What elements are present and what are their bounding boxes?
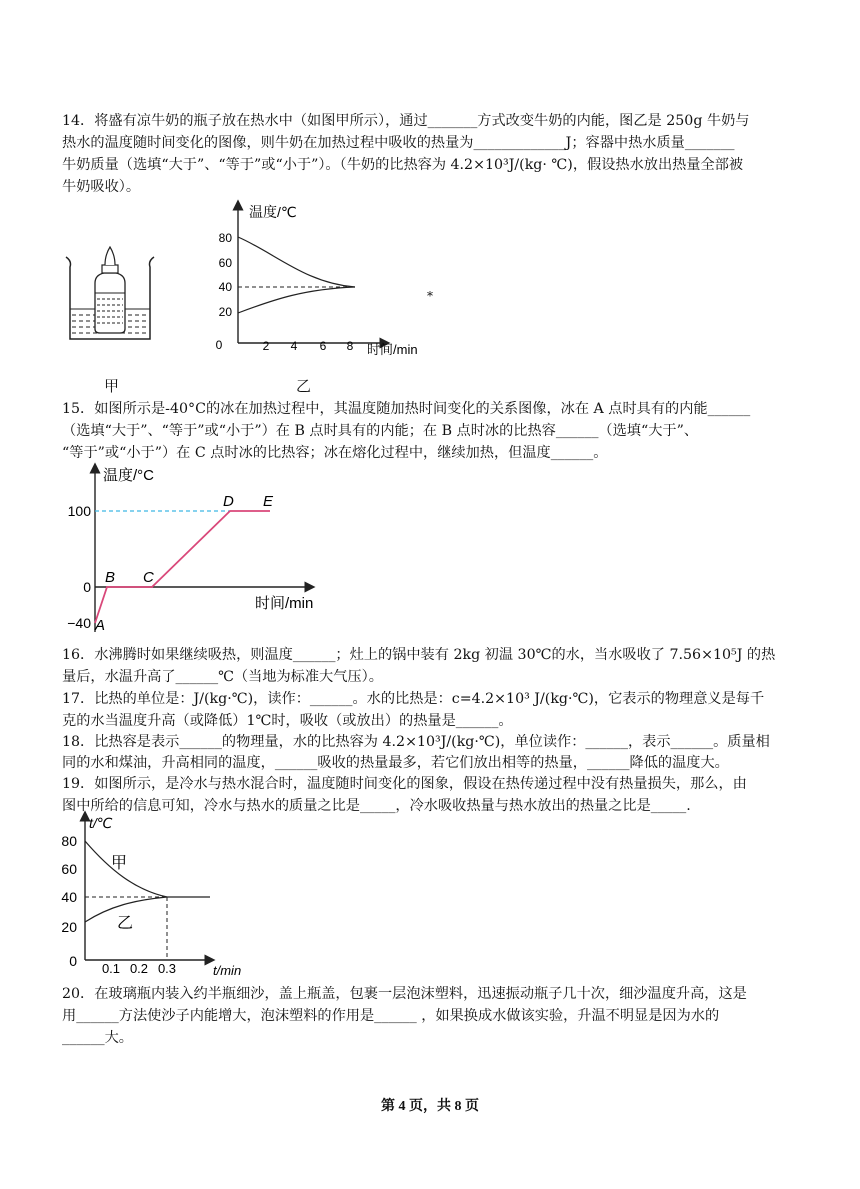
q14-line-3: 牛奶质量（选填“大于”、“等于”或“小于”）。（牛奶的比热容为 4.2×10³J/(kg· ℃)，假设热水放出热量全部被 — [62, 157, 744, 173]
q19-line-1: 19．如图所示，是冷水与热水混合时，温度随时间变化的图象，假设在热传递过程中没有热量损失，那么，由 — [62, 776, 747, 792]
ice-heating-chart — [55, 460, 345, 640]
x-tick-0.3: 0.3 — [157, 961, 177, 976]
q14-line-1: 14．将盛有凉牛奶的瓶子放在热水中（如图甲所示），通过_______方式改变牛奶的内能，图乙是 250g 牛奶与 — [62, 113, 750, 129]
x-tick-0.1: 0.1 — [101, 961, 121, 976]
x-tick-0.2: 0.2 — [129, 961, 149, 976]
point-e-label: E — [263, 493, 274, 510]
q18-line-1: 18．比热容是表示______的物理量，水的比热容为 4.2×10³J/(kg·℃)，单位读作：______，表示______。质量相 — [62, 734, 770, 750]
point-c-label: C — [143, 569, 154, 586]
y-axis-label: t/℃ — [89, 815, 113, 831]
x-tick-2: 2 — [262, 339, 270, 353]
y-tick-20: 20 — [218, 305, 232, 319]
q20-line-2: 用______方法使沙子内能增大，泡沫塑料的作用是______ ，如果换成水做该实验，升温不明显是因为水的 — [62, 1008, 720, 1024]
q16-line-1: 16．水沸腾时如果继续吸热，则温度______；灶上的锅中装有 2kg 初温 30℃的水，当水吸收了 7.56×10⁵J 的热 — [62, 647, 776, 663]
y-tick-0: 0 — [69, 953, 77, 969]
point-a-label: A — [95, 617, 106, 634]
mixing-temperature-chart — [55, 810, 265, 978]
curve-yi-label: 乙 — [117, 915, 134, 932]
stray-mark: * — [427, 289, 433, 303]
q20-line-3: ______大。 — [62, 1030, 133, 1046]
q16-line-2: 量后，水温升高了______℃（当地为标准大气压）。 — [62, 669, 383, 685]
x-tick-4: 4 — [290, 339, 298, 353]
y-axis-label: 温度/°C — [103, 467, 154, 484]
x-axis-label: t/min — [213, 963, 242, 978]
y-tick-60: 60 — [61, 861, 77, 877]
q15-line-3: “等于”或“小于”）在 C 点时冰的比热容；冰在熔化过程中，继续加热，但温度______。 — [62, 445, 608, 461]
y-tick-80: 80 — [218, 231, 232, 245]
milk-curve — [238, 287, 355, 313]
hot-water-curve — [238, 237, 355, 287]
x-tick-6: 6 — [319, 339, 327, 353]
y-tick-0: 0 — [83, 579, 91, 595]
q17-line-1: 17．比热的单位是：J/(kg·℃)，读作：______。水的比热是：c=4.2×10³ J/(kg·℃)，它表示的物理意义是每千 — [62, 691, 765, 707]
y-tick-40: 40 — [218, 280, 232, 294]
q18-line-2: 同的水和煤油，升高相同的温度，______吸收的热量最多，若它们放出相等的热量，______降低的温度大。 — [62, 755, 729, 771]
q20-line-1: 20．在玻璃瓶内装入约半瓶细沙，盖上瓶盖，包裹一层泡沫塑料，迅速振动瓶子几十次，细沙温度升高，这是 — [62, 986, 747, 1002]
figure-yi-label: 乙 — [296, 377, 312, 395]
x-axis-label: 时间/min — [367, 342, 418, 357]
point-d-label: D — [223, 493, 234, 510]
q15-line-2: （选填“大于”、“等于”或“小于”）在 B 点时具有的内能；在 B 点时冰的比热容______（选填“大于”、 — [62, 423, 699, 439]
y-tick-100: 100 — [67, 503, 91, 519]
x-tick-0: 0 — [215, 338, 223, 352]
x-tick-8: 8 — [346, 339, 354, 353]
q17-line-2: 克的水当温度升高（或降低）1℃时，吸收（或放出）的热量是______。 — [62, 713, 513, 729]
q19-line-2: 图中所给的信息可知，冷水与热水的质量之比是_____，冷水吸收热量与热水放出的热量之比是_____. — [62, 798, 691, 814]
q14-line-4: 牛奶吸收）。 — [62, 179, 141, 195]
figure-jia-label: 甲 — [104, 377, 120, 395]
point-b-label: B — [105, 569, 116, 586]
x-axis-label: 时间/min — [255, 595, 314, 612]
q14-line-2: 热水的温度随时间变化的图像，则牛奶在加热过程中吸收的热量为_____________J；容器中热水质量_______ — [62, 135, 735, 151]
y-tick-40: 40 — [61, 889, 77, 905]
beaker-bottle-figure — [60, 235, 160, 350]
y-tick-20: 20 — [61, 919, 77, 935]
curve-jia-label: 甲 — [111, 855, 128, 872]
y-axis-label: 温度/℃ — [249, 204, 297, 220]
heating-curve — [95, 511, 270, 623]
y-tick-60: 60 — [218, 256, 232, 270]
page-footer: 第 4 页，共 8 页 — [381, 1099, 479, 1114]
milk-water-temperature-chart — [205, 195, 435, 360]
y-tick-80: 80 — [61, 833, 77, 849]
q15-line-1: 15．如图所示是-40°C的冰在加热过程中，其温度随加热时间变化的关系图像，冰在 A 点时具有的内能______ — [62, 401, 751, 417]
y-tick-minus40: −40 — [67, 615, 91, 631]
